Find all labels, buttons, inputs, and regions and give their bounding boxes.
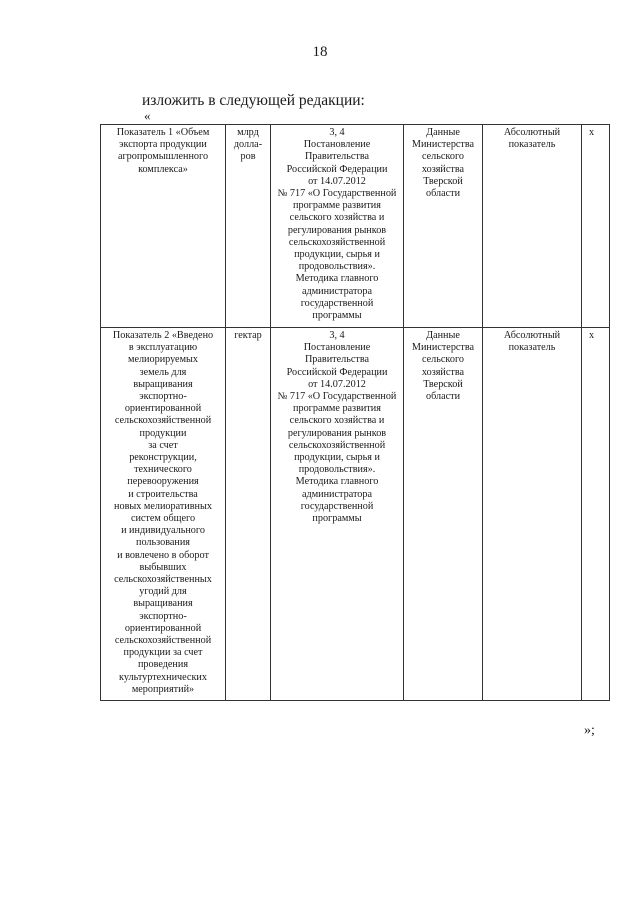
source-cell: Данные Министерства сельского хозяйства Тверской области [404, 125, 483, 328]
indicator-cell: Показатель 2 «Введено в эксплуатацию мелиорируемых земель для выращивания экспортно- ориентированной сельскохозяйственной продукции за счет реконструкции, технического перевооружения и строительства новых мелиоративных систем общего и индивидуального пользования и вовлечено в оборот выбывших сельскохозяйственных угодий для выращивания экспортно- ориентированной сельскохозяйственной продукции за счет проведения культуртехнических мероприятий» [101, 328, 226, 701]
basis-cell: 3, 4 Постановление Правительства Российской Федерации от 14.07.2012 № 717 «О Государственной программе развития сельского хозяйства и регулирования рынков сельскохозяйственной продукции, сырья и продовольствия». Методика главного администратора государственной программы [271, 328, 404, 701]
source-cell: Данные Министерства сельского хозяйства Тверской области [404, 328, 483, 701]
indicators-table [100, 124, 610, 701]
table-row [101, 328, 610, 701]
table-row [101, 125, 610, 328]
mark-cell: х [582, 125, 610, 328]
unit-cell: гектар [226, 328, 271, 701]
intro-text: изложить в следующей редакции: [142, 92, 365, 109]
type-cell: Абсолютный показатель [483, 328, 582, 701]
unit-cell: млрд долла- ров [226, 125, 271, 328]
indicator-cell: Показатель 1 «Объем экспорта продукции агропромышленного комплекса» [101, 125, 226, 328]
basis-cell: 3, 4 Постановление Правительства Российской Федерации от 14.07.2012 № 717 «О Государственной программе развития сельского хозяйства и регулирования рынков сельскохозяйственной продукции, сырья и продовольствия». Методика главного администратора государственной программы [271, 125, 404, 328]
mark-cell: х [582, 328, 610, 701]
close-quote-mark: »; [584, 723, 595, 738]
open-quote-mark: « [144, 108, 151, 123]
type-cell: Абсолютный показатель [483, 125, 582, 328]
page-number: 18 [312, 44, 328, 60]
